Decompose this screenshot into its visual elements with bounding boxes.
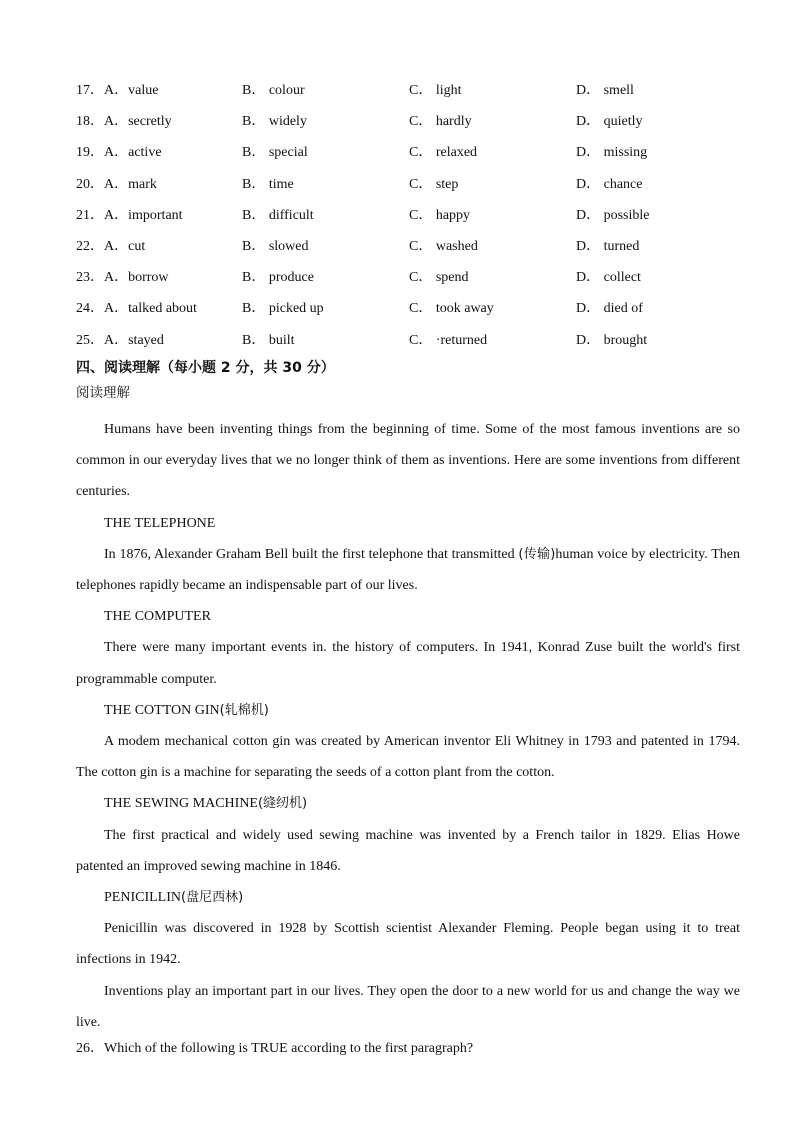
option-a: 17．A．value [76, 83, 159, 98]
option-d: D． collect [576, 270, 641, 286]
option-row-25 [76, 331, 756, 362]
option-row-20 [76, 175, 756, 206]
option-c: C． step [409, 176, 459, 192]
penicillin-paragraph: Penicillin was discovered in 1928 by Scottish scientist Alexander Fleming. People began using it to treat infections in 1942. [76, 921, 740, 968]
option-row-18 [76, 112, 756, 143]
heading-sewing-machine: THE SEWING MACHINE(缝纫机) [104, 796, 308, 812]
computer-paragraph: There were many important events in. the history of computers. In 1941, Konrad Zuse built the world's first programmable computer. [76, 640, 740, 687]
option-d: D． smell [576, 83, 634, 98]
option-row-19 [76, 143, 756, 174]
option-b: B． widely [242, 114, 307, 130]
section-title: 四、阅读理解（每小题 2 分，共 30 分） [76, 360, 335, 376]
option-d: D． brought [576, 332, 648, 348]
option-a: 22．A．cut [76, 238, 146, 254]
option-a: 24．A．talked about [76, 301, 197, 317]
option-c: C． spend [409, 270, 469, 286]
option-b: B． colour [242, 83, 305, 98]
option-c: C． happy [409, 207, 471, 223]
option-b: B． built [242, 332, 295, 348]
option-b: B． produce [242, 270, 314, 286]
option-c: C． ·returned [409, 332, 488, 348]
option-a: 19．A．active [76, 145, 162, 161]
option-d: D． quietly [576, 114, 643, 130]
option-d: D． turned [576, 238, 640, 254]
option-a: 20．A．mark [76, 176, 157, 192]
option-row-24 [76, 299, 756, 330]
sewing-machine-paragraph: The first practical and widely used sewing machine was invented by a French tailor in 1829. Elias Howe patented an improved sewing machine in 1846. [76, 827, 740, 874]
option-b: B． difficult [242, 207, 314, 223]
sub-title: 阅读理解 [76, 385, 130, 401]
option-d: D． possible [576, 207, 650, 223]
option-b: B． picked up [242, 301, 324, 317]
heading-computer: THE COMPUTER [104, 609, 211, 625]
option-b: B． slowed [242, 238, 309, 254]
reading-passage [76, 414, 740, 1038]
conclusion-paragraph: Inventions play an important part in our lives. They open the door to a new world for us and change the way we live. [76, 983, 740, 1030]
answer-options [76, 81, 756, 362]
heading-penicillin: PENICILLIN(盘尼西林) [104, 890, 244, 906]
option-a: 21．A．important [76, 207, 183, 223]
option-b: B． special [242, 145, 308, 161]
question-26: 26．Which of the following is TRUE according to the first paragraph? [76, 1041, 474, 1056]
option-c: C． light [409, 83, 462, 98]
option-d: D． missing [576, 145, 648, 161]
intro-paragraph: Humans have been inventing things from the beginning of time. Some of the most famous inventions are so common in our everyday lives that we no longer think of them as inventions. Here are some inventions from different centuries. [76, 422, 740, 500]
option-a: 25．A．stayed [76, 332, 164, 348]
heading-cotton-gin: THE COTTON GIN(轧棉机) [104, 702, 269, 718]
option-row-23 [76, 268, 756, 299]
option-d: D． chance [576, 176, 643, 192]
option-row-21 [76, 206, 756, 237]
option-a: 18．A．secretly [76, 114, 172, 130]
cotton-gin-paragraph: A modem mechanical cotton gin was created by American inventor Eli Whitney in 1793 and patented in 1794. The cotton gin is a machine for separating the seeds of a cotton plant from the cotton. [76, 734, 740, 781]
option-a: 23．A．borrow [76, 270, 169, 286]
option-d: D． died of [576, 301, 643, 317]
option-c: C． took away [409, 301, 494, 317]
option-row-22 [76, 237, 756, 268]
telephone-paragraph: In 1876, Alexander Graham Bell built the first telephone that transmitted (传输)human voice by electricity. Then telephones rapidly became an indispensable part of our lives. [76, 546, 740, 594]
option-b: B． time [242, 176, 294, 192]
option-c: C． washed [409, 238, 478, 254]
option-row-17 [76, 81, 756, 112]
option-c: C． relaxed [409, 145, 478, 161]
option-c: C． hardly [409, 114, 472, 130]
heading-telephone: THE TELEPHONE [104, 515, 216, 531]
